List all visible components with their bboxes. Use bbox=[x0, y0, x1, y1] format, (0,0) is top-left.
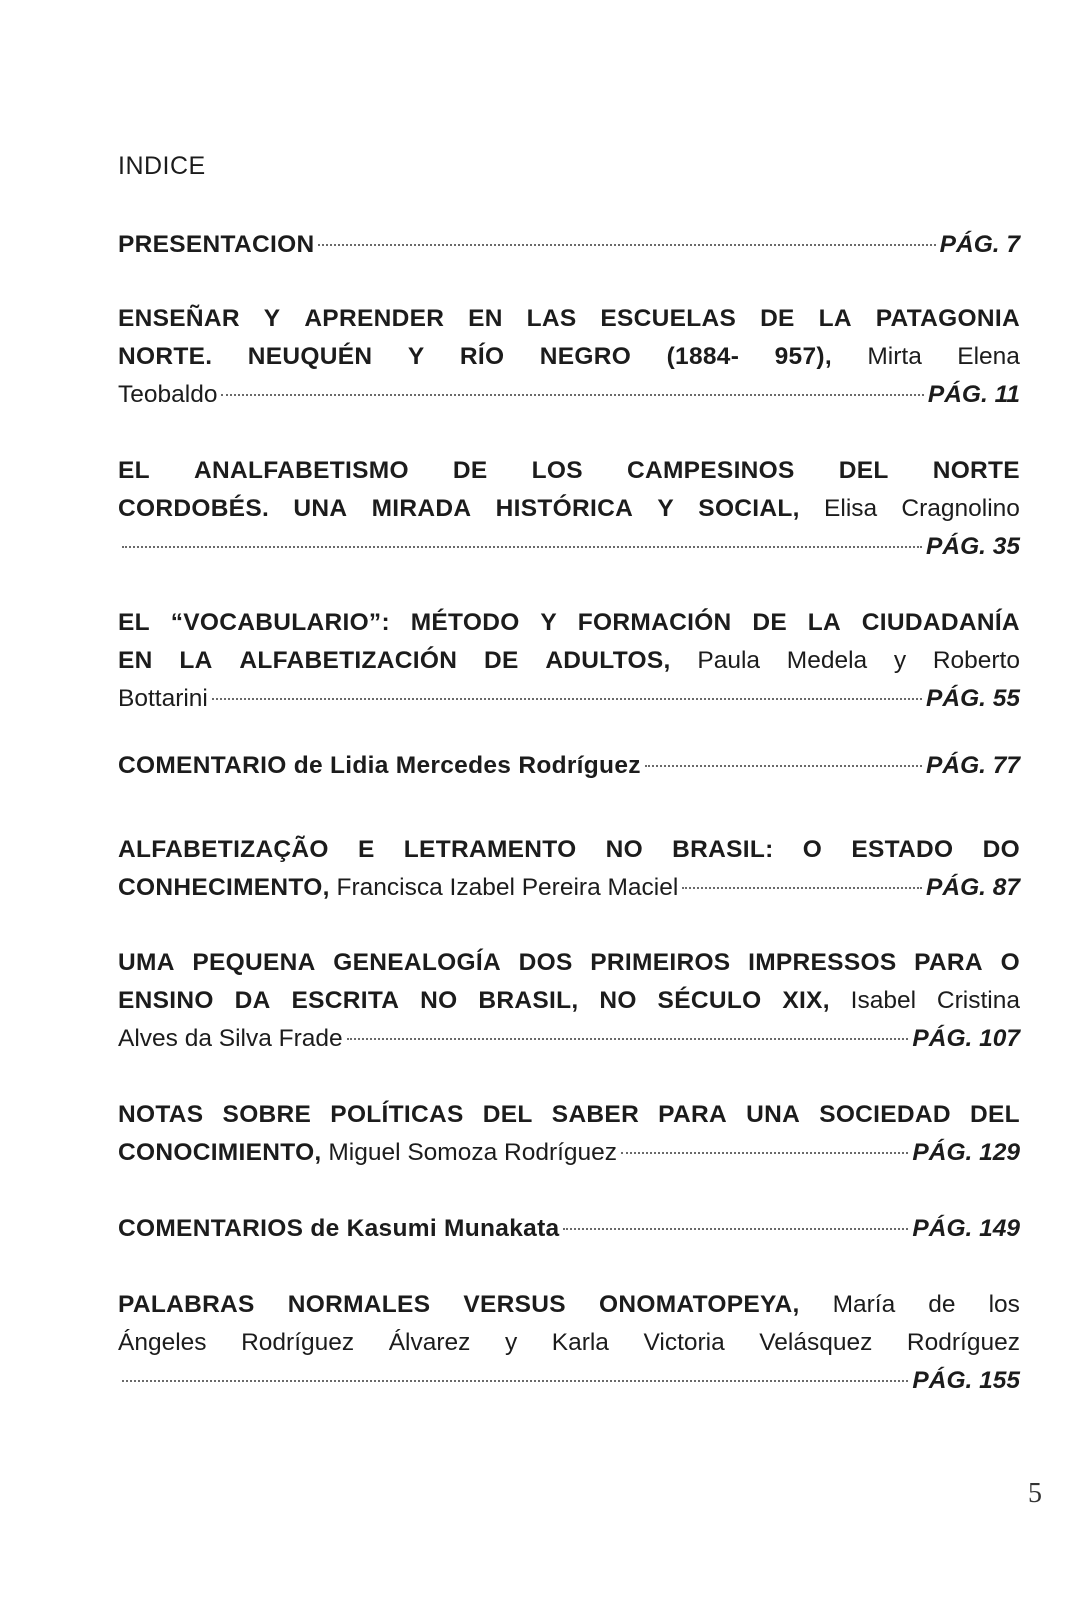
entry-title-word: NORTE bbox=[932, 457, 1020, 484]
page-reference[interactable]: PÁG. 77 bbox=[926, 752, 1020, 779]
entry-author: Bottarini bbox=[118, 685, 208, 712]
entry-title-word: DE bbox=[452, 457, 488, 484]
entry-author-word: Elena bbox=[957, 343, 1020, 370]
entry-title-word: ALFABETIZAÇÃO bbox=[118, 836, 329, 863]
entry-title: CONOCIMIENTO, bbox=[118, 1139, 322, 1166]
entry-title-word: CIUDADANÍA bbox=[861, 609, 1020, 636]
entry-line bbox=[118, 528, 1020, 566]
entry-line bbox=[118, 680, 1020, 718]
page-reference[interactable]: PÁG. 87 bbox=[926, 874, 1020, 901]
entry-title-word: NORTE. bbox=[118, 343, 213, 370]
entry-author-word: Cragnolino bbox=[901, 495, 1020, 522]
entry-title-word: NEUQUÉN bbox=[247, 343, 373, 370]
entry-author-word: Karla bbox=[551, 1329, 609, 1356]
entry-title-word: LA bbox=[179, 647, 213, 674]
index-heading: INDICE bbox=[118, 152, 206, 180]
entry-title-word: SOCIAL, bbox=[698, 495, 800, 522]
entry-title-word: DE bbox=[483, 647, 519, 674]
entry-author-word: Rodríguez bbox=[241, 1329, 355, 1356]
entry-title-word: PARA bbox=[914, 949, 983, 976]
entry-title-word: SOBRE bbox=[222, 1101, 312, 1128]
entry-title-word: MIRADA bbox=[371, 495, 472, 522]
entry-title-word: MÉTODO bbox=[410, 609, 520, 636]
entry-title: de Kasumi Munakata bbox=[303, 1215, 560, 1242]
page-reference[interactable]: PÁG. 11 bbox=[927, 381, 1020, 408]
entry-line bbox=[118, 452, 1020, 490]
entry-title-word: RÍO bbox=[459, 343, 505, 370]
dot-leader bbox=[122, 1380, 908, 1382]
entry-author-word: Isabel bbox=[850, 987, 917, 1014]
entry-title-word: “VOCABULARIO”: bbox=[170, 609, 390, 636]
entry-text bbox=[118, 1134, 617, 1172]
entry-title-word: XIX, bbox=[782, 987, 830, 1014]
entry-author-word: Medela bbox=[786, 647, 868, 674]
entry-title-word: VERSUS bbox=[463, 1291, 566, 1318]
entry-title-word: NO bbox=[420, 987, 458, 1014]
entry-title-word: EN bbox=[468, 305, 503, 332]
entry-title-word: EL bbox=[118, 457, 150, 484]
entry-title-word: E bbox=[357, 836, 375, 863]
entry-author: Teobaldo bbox=[118, 381, 218, 408]
entry-title-word: NORMALES bbox=[287, 1291, 431, 1318]
index-entry[interactable] bbox=[118, 452, 1020, 566]
dot-leader bbox=[212, 698, 922, 700]
entry-author-word: Ángeles bbox=[118, 1329, 207, 1356]
entry-title-word: HISTÓRICA bbox=[495, 495, 634, 522]
entry-title: de Lidia Mercedes Rodríguez bbox=[286, 752, 641, 779]
entry-title-word: ESTADO bbox=[851, 836, 954, 863]
dot-leader bbox=[122, 546, 922, 548]
entry-title-word: PALABRAS bbox=[118, 1291, 255, 1318]
entry-title-word: DO bbox=[982, 836, 1020, 863]
entry-author-word: Velásquez bbox=[759, 1329, 873, 1356]
entry-title: PRESENTACION bbox=[118, 231, 315, 258]
page-reference[interactable]: PÁG. 155 bbox=[912, 1367, 1020, 1394]
entry-text bbox=[118, 869, 678, 907]
index-entry[interactable] bbox=[118, 1210, 1020, 1248]
entry-author-word: María bbox=[832, 1291, 896, 1318]
entry-title-word: UNA bbox=[293, 495, 348, 522]
entry-title-word: (1884- bbox=[666, 343, 740, 370]
dot-leader bbox=[347, 1038, 909, 1040]
entry-author-word: los bbox=[988, 1291, 1020, 1318]
entry-title-word: PRIMEIROS bbox=[590, 949, 731, 976]
entry-title-word: UMA bbox=[118, 949, 175, 976]
entry-title-word: ONOMATOPEYA, bbox=[599, 1291, 800, 1318]
index-entry[interactable] bbox=[118, 226, 1020, 264]
entry-title-word: PARA bbox=[658, 1101, 727, 1128]
entry-title-word: O bbox=[802, 836, 823, 863]
entry-text bbox=[118, 1210, 559, 1248]
entry-line bbox=[118, 226, 1020, 264]
index-entry[interactable] bbox=[118, 831, 1020, 907]
entry-title-word: NO bbox=[599, 987, 637, 1014]
page-reference[interactable]: PÁG. 55 bbox=[926, 685, 1020, 712]
entry-line bbox=[118, 300, 1020, 338]
index-entry[interactable] bbox=[118, 1286, 1020, 1400]
entry-text bbox=[118, 747, 641, 785]
entry-title-word: ESCRITA bbox=[291, 987, 400, 1014]
entry-title-word: LOS bbox=[531, 457, 583, 484]
entry-title-word: PATAGONIA bbox=[875, 305, 1020, 332]
entry-line bbox=[118, 831, 1020, 869]
entry-title-word: EN bbox=[118, 647, 153, 674]
dot-leader bbox=[682, 887, 922, 889]
index-entry[interactable] bbox=[118, 300, 1020, 414]
entry-author-word: y bbox=[893, 647, 907, 674]
entry-title-word: FORMACIÓN bbox=[577, 609, 732, 636]
entry-author-word: Roberto bbox=[932, 647, 1020, 674]
entry-line bbox=[118, 1362, 1020, 1400]
dot-leader bbox=[621, 1152, 908, 1154]
entry-title-word: DA bbox=[234, 987, 271, 1014]
entry-title-word: O bbox=[1000, 949, 1020, 976]
page-reference[interactable]: PÁG. 35 bbox=[926, 533, 1020, 560]
entry-title-word: BRASIL: bbox=[672, 836, 774, 863]
dot-leader bbox=[645, 765, 922, 767]
entry-line bbox=[118, 1210, 1020, 1248]
entry-author-word: y bbox=[504, 1329, 518, 1356]
entry-line bbox=[118, 944, 1020, 982]
index-page bbox=[118, 0, 1020, 1608]
entry-title-word: Y bbox=[657, 495, 675, 522]
entry-title-word: ESCUELAS bbox=[600, 305, 737, 332]
entry-title-word: Y bbox=[263, 305, 281, 332]
entry-title-word: BRASIL, bbox=[478, 987, 579, 1014]
entry-title-word: APRENDER bbox=[304, 305, 445, 332]
entry-title-word: NOTAS bbox=[118, 1101, 204, 1128]
entry-title-word: DOS bbox=[518, 949, 573, 976]
entry-author-word: de bbox=[928, 1291, 956, 1318]
entry-text bbox=[118, 1020, 343, 1058]
entry-author: Miguel Somoza Rodríguez bbox=[321, 1139, 618, 1166]
entry-author: Francisca Izabel Pereira Maciel bbox=[329, 874, 679, 901]
entry-line bbox=[118, 604, 1020, 642]
entry-line bbox=[118, 338, 1020, 376]
entry-author-word: Paula bbox=[697, 647, 761, 674]
entry-title-word: DE bbox=[760, 305, 795, 332]
page-reference[interactable]: PÁG. 107 bbox=[912, 1025, 1020, 1052]
entry-title-word: DEL bbox=[970, 1101, 1020, 1128]
entry-title-word: CORDOBÉS. bbox=[118, 495, 270, 522]
entry-title-word: Y bbox=[407, 343, 425, 370]
entry-line bbox=[118, 1134, 1020, 1172]
entry-line bbox=[118, 376, 1020, 414]
index-entry[interactable] bbox=[118, 1096, 1020, 1172]
entry-line bbox=[118, 1324, 1020, 1362]
entry-text bbox=[118, 376, 217, 414]
entry-title-word: SÉCULO bbox=[657, 987, 762, 1014]
entry-title-word: POLÍTICAS bbox=[330, 1101, 464, 1128]
entry-title-word: CAMPESINOS bbox=[626, 457, 795, 484]
entry-title-word: Y bbox=[540, 609, 558, 636]
entry-title-word: SOCIEDAD bbox=[819, 1101, 951, 1128]
entry-author-word: Elisa bbox=[824, 495, 878, 522]
entry-line bbox=[118, 982, 1020, 1020]
entry-author-word: Rodríguez bbox=[906, 1329, 1020, 1356]
entry-author-word: Álvarez bbox=[388, 1329, 471, 1356]
dot-leader bbox=[318, 244, 935, 246]
entry-title-word: GENEALOGÍA bbox=[333, 949, 501, 976]
entry-title-word: DEL bbox=[482, 1101, 533, 1128]
entry-title-word: EL bbox=[118, 609, 150, 636]
entry-text bbox=[118, 680, 208, 718]
entry-title-word: IMPRESSOS bbox=[748, 949, 897, 976]
entry-title-word: NEGRO bbox=[539, 343, 632, 370]
entry-title-word: NO bbox=[605, 836, 643, 863]
entry-line bbox=[118, 1286, 1020, 1324]
entry-text bbox=[118, 226, 314, 264]
entry-title-word: LA bbox=[807, 609, 841, 636]
entry-line bbox=[118, 747, 1020, 785]
page-reference[interactable]: PÁG. 149 bbox=[912, 1215, 1020, 1242]
entry-title-word: ENSINO bbox=[118, 987, 214, 1014]
page-reference[interactable]: PÁG. 7 bbox=[939, 231, 1020, 258]
entry-author-word: Mirta bbox=[867, 343, 922, 370]
entry-title-word: LA bbox=[818, 305, 852, 332]
entry-line bbox=[118, 869, 1020, 907]
entry-title: COMENTARIO bbox=[118, 752, 287, 779]
entry-title-word: DEL bbox=[838, 457, 889, 484]
entry-title-word: LETRAMENTO bbox=[403, 836, 577, 863]
index-entry[interactable] bbox=[118, 944, 1020, 1058]
dot-leader bbox=[563, 1228, 908, 1230]
entry-line bbox=[118, 1096, 1020, 1134]
page-reference[interactable]: PÁG. 129 bbox=[912, 1139, 1020, 1166]
entry-title: COMENTARIOS bbox=[118, 1215, 304, 1242]
entry-title-word: ENSEÑAR bbox=[118, 305, 240, 332]
entry-title: CONHECIMENTO, bbox=[118, 874, 330, 901]
entry-title-word: DE bbox=[752, 609, 787, 636]
page-number: 5 bbox=[1028, 1478, 1042, 1509]
entry-title-word: SABER bbox=[551, 1101, 640, 1128]
index-entry[interactable] bbox=[118, 747, 1020, 785]
entry-title-word: ANALFABETISMO bbox=[193, 457, 409, 484]
entry-title-word: LAS bbox=[526, 305, 577, 332]
entry-title-word: ALFABETIZACIÓN bbox=[239, 647, 458, 674]
entry-author-word: Victoria bbox=[643, 1329, 725, 1356]
entry-author-word: Cristina bbox=[936, 987, 1020, 1014]
entry-title-word: PEQUENA bbox=[192, 949, 316, 976]
entry-author: Alves da Silva Frade bbox=[118, 1025, 343, 1052]
entry-line bbox=[118, 642, 1020, 680]
entry-line bbox=[118, 1020, 1020, 1058]
index-entry[interactable] bbox=[118, 604, 1020, 718]
dot-leader bbox=[221, 394, 923, 396]
entry-line bbox=[118, 490, 1020, 528]
entry-title-word: ADULTOS, bbox=[545, 647, 671, 674]
entry-title-word: 957), bbox=[774, 343, 832, 370]
entry-title-word: UNA bbox=[746, 1101, 801, 1128]
